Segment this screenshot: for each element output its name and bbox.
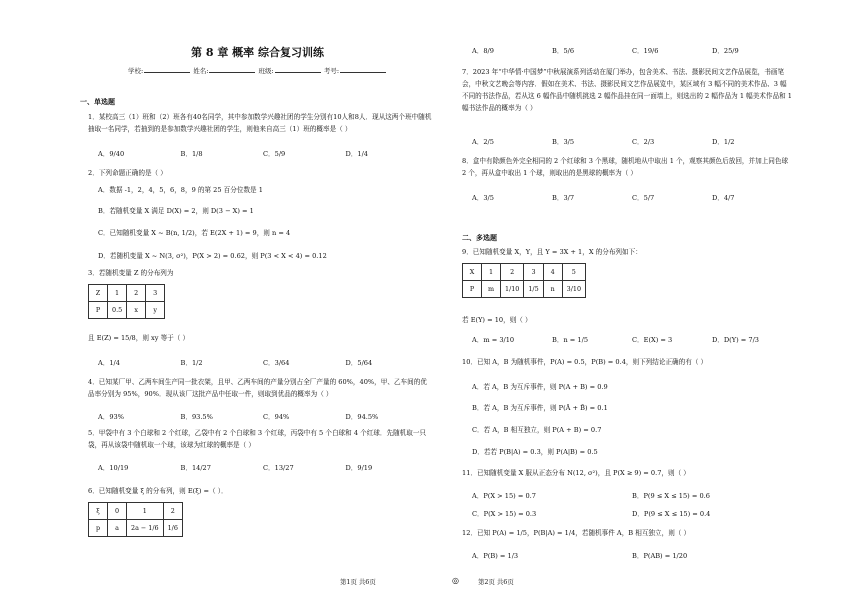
table-cell: 5 [562,264,585,281]
table-cell: ξ [89,503,108,520]
option[interactable]: D．5/64 [345,359,373,367]
question-10-option-c[interactable]: C．若 A，B 相互独立，则 P(A + B) = 0.7 [472,426,602,434]
table-cell: m [482,281,501,298]
table-cell: 1 [108,285,127,302]
question-2-option-c[interactable]: C．已知随机变量 X ~ B(n, 1/2)，若 E(2X + 1) = 9，则 n = 4 [98,229,291,237]
option[interactable]: C．5/9 [263,150,286,158]
option[interactable]: B．P(AB) = 1/20 [632,552,688,560]
table-cell: 2 [163,503,182,520]
table-cell: X [463,264,482,281]
option[interactable]: A．93% [98,413,125,421]
question-4: 4．已知某厂甲、乙两车间生产同一批衣架，且甲、乙两车间的产量分别占全厂产量的 60%，40%，甲、乙车间的优品率分别为 95%，90%．现从该厂这批产品中任取一件，则取到优品的概率为（ ） [88,378,427,398]
option[interactable]: D．1/4 [345,150,368,158]
option[interactable]: B．P(9 ≤ X ≤ 15) = 0.6 [632,492,710,500]
option[interactable]: D．P(9 ≤ X ≤ 15) = 0.4 [632,510,711,518]
binding-hole-icon: ◎ [452,576,459,585]
question-10: 10．已知 A，B 为随机事件，P(A) = 0.5，P(B) = 0.4，则下列结论正确的有（ ） [462,358,708,366]
question-1: 1．某校高三（1）班和（2）班各有40名同学，其中参加数学兴趣社团的学生分别有10人和8人．现从这两个班中随机抽取一名同学，若抽到的是参加数学兴趣社团的学生，则他来自高三（1）班的概率是（ ） [88,113,432,133]
option[interactable]: B．5/6 [552,47,575,55]
section-multiple-choice: 二、多选题 [462,233,497,242]
table-cell: 4 [543,264,562,281]
question-9-tail: 若 E(Y) = 10，则（ ） [462,316,532,324]
table-row [89,503,183,520]
question-3-tail: 且 E(Z) = 15/8，则 xy 等于（ ） [88,334,190,342]
option[interactable]: D．25/9 [712,47,739,55]
table-cell: 3/10 [562,281,585,298]
option[interactable]: C．P(X > 15) = 0.3 [472,510,537,518]
table-cell: n [543,281,562,298]
table-cell: x [127,302,146,319]
question-2-option-b[interactable]: B．若随机变量 X 满足 D(X) = 2，则 D(3 − X) = 1 [98,207,254,215]
table-cell: 1/6 [163,520,182,537]
question-8: 8．盒中有除颜色外完全相同的 2 个红球和 3 个黑球，随机地从中取出 1 个，观察其颜色后放回，并加上同色球 2 个，再从盒中取出 1 个球，则取出的是黑球的概率为（ ） [462,157,789,177]
question-10-option-b[interactable]: B．若 A，B 为互斥事件，则 P(Ā + B̄) = 0.1 [472,404,608,412]
option[interactable]: C．E(X) = 3 [632,336,673,344]
question-12-options-row-1 [472,550,792,560]
question-11-options-row-1 [472,490,792,500]
table-row [463,281,586,298]
option[interactable]: D．4/7 [712,194,735,202]
class-blank[interactable] [275,72,321,73]
option[interactable]: A．m = 3/10 [472,336,515,344]
option[interactable]: D．1/2 [712,138,735,146]
table-row [89,285,165,302]
page-number-right: 第2页 共6页 [478,578,514,586]
table-row [463,264,586,281]
option[interactable]: A．P(X > 15) = 0.7 [472,492,536,500]
school-blank[interactable] [144,72,190,73]
option[interactable]: A．P(B) = 1/3 [472,552,519,560]
table-row [89,302,165,319]
option[interactable]: D．94.5% [345,413,379,421]
question-3-options [98,357,428,367]
question-2: 2．下列命题正确的是（ ） [88,169,167,177]
question-12: 12．已知 P(A) = 1/5，P(B|A) = 1/4，若随机事件 A，B 相互独立，则（ ） [462,529,691,537]
question-4-options [98,411,428,421]
option[interactable]: B．3/7 [552,194,575,202]
table-cell: 1 [127,503,164,520]
option[interactable]: C．19/6 [632,47,659,55]
question-10-option-d[interactable]: D．若若 P(B|A) = 0.3，则 P(A|B) = 0.5 [472,448,598,456]
question-11: 11．已知随机变量 X 服从正态分布 N(12, σ²)，且 P(X ≥ 9) = 0.7，则（ ） [462,469,690,477]
name-blank[interactable] [209,72,255,73]
question-2-option-d[interactable]: D．若随机变量 X ~ N(3, σ²)，P(X > 2) = 0.62，则 P(3 < X < 4) = 0.12 [98,252,327,260]
question-1-options [98,148,428,158]
option[interactable]: B．1/2 [180,359,203,367]
table-cell: 2 [127,285,146,302]
option[interactable]: B．14/27 [180,464,211,472]
exam-no-blank[interactable] [340,72,386,73]
page-number-left: 第1页 共6页 [340,578,376,586]
table-cell: y [146,302,165,319]
question-9: 9．已知随机变量 X，Y，且 Y = 3X + 1，X 的分布列如下： [462,248,642,256]
option[interactable]: D．D(Y) = 7/3 [712,336,759,344]
option[interactable]: A．2/5 [472,138,494,146]
option[interactable]: B．3/5 [552,138,575,146]
option[interactable]: C．13/27 [263,464,294,472]
class-label: 班级: [258,67,274,75]
question-9-distribution-table [462,263,586,298]
question-6: 6．已知随机变量 ξ 的分布列，则 E(ξ) =（ ）． [88,487,228,495]
school-label: 学校: [127,67,144,75]
question-11-options-row-2 [472,508,792,518]
page-title: 第 8 章 概率 综合复习训练 [191,46,324,59]
table-cell: 1/5 [524,281,543,298]
option[interactable]: A．10/19 [98,464,129,472]
table-cell: 3 [146,285,165,302]
student-info-fields [80,66,435,75]
name-label: 姓名: [193,67,209,75]
question-2-option-a[interactable]: A．数据 -1，2，4，5，6，8，9 的第 25 百分位数是 1 [98,186,263,194]
table-cell: p [89,520,108,537]
question-6-options [472,45,792,55]
question-9-options [472,334,792,344]
option[interactable]: C．2/3 [632,138,655,146]
exam-no-label: 考号: [323,67,340,75]
question-7: 7．2023 年“中华情·中国梦”中秋展演系列活动在厦门举办，包含美术、书法、摄影民间文艺作品展览，书画笔会，中秋文艺晚会等内容．假如在美术、书法、摄影民间文艺作品展览中，某区域有 3 幅不同的美术作品、3 幅不同的书法作品，若从这 6 幅作品中随机挑选 2 幅作品挂在同一面墙上，则选出的 2 幅作品为 1 幅美术作品和 1 幅书法作品的概率为（ ） [462,68,792,112]
question-8-options [472,192,792,202]
table-cell: 1/10 [501,281,524,298]
table-cell: 1 [482,264,501,281]
question-3: 3．若随机变量 Z 的分布列为 [88,269,174,277]
option[interactable]: A．9/40 [98,150,125,158]
table-row [89,520,183,537]
question-5-options [98,462,428,472]
option[interactable]: A．1/4 [98,359,120,367]
option[interactable]: C．5/7 [632,194,655,202]
table-cell: 3 [524,264,543,281]
table-cell: Z [89,285,108,302]
section-single-choice: 一、单选题 [80,97,115,106]
question-5: 5．甲袋中有 3 个白球和 2 个红球，乙袋中有 2 个白球和 3 个红球，丙袋中有 5 个白球和 4 个红球．先随机取一只袋，再从该袋中随机取一个球，该球为红球的概率是（ ） [88,429,427,449]
option[interactable]: C．3/64 [263,359,290,367]
table-cell: 2 [501,264,524,281]
option[interactable]: B．n = 1/5 [552,336,589,344]
option[interactable]: A．3/5 [472,194,494,202]
question-6-distribution-table [88,502,183,537]
option[interactable]: D．9/19 [345,464,373,472]
question-7-options [472,136,792,146]
table-cell: 2a − 1/6 [127,520,164,537]
question-10-option-a[interactable]: A．若 A，B 为互斥事件，则 P(A + B) = 0.9 [472,383,608,391]
table-cell: a [108,520,127,537]
table-cell: P [89,302,108,319]
option[interactable]: C．94% [263,413,290,421]
table-cell: 0.5 [108,302,127,319]
question-3-distribution-table [88,284,165,319]
option[interactable]: B．1/8 [180,150,203,158]
table-cell: 0 [108,503,127,520]
option[interactable]: B．93.5% [180,413,213,421]
table-cell: P [463,281,482,298]
option[interactable]: A．8/9 [472,47,494,55]
